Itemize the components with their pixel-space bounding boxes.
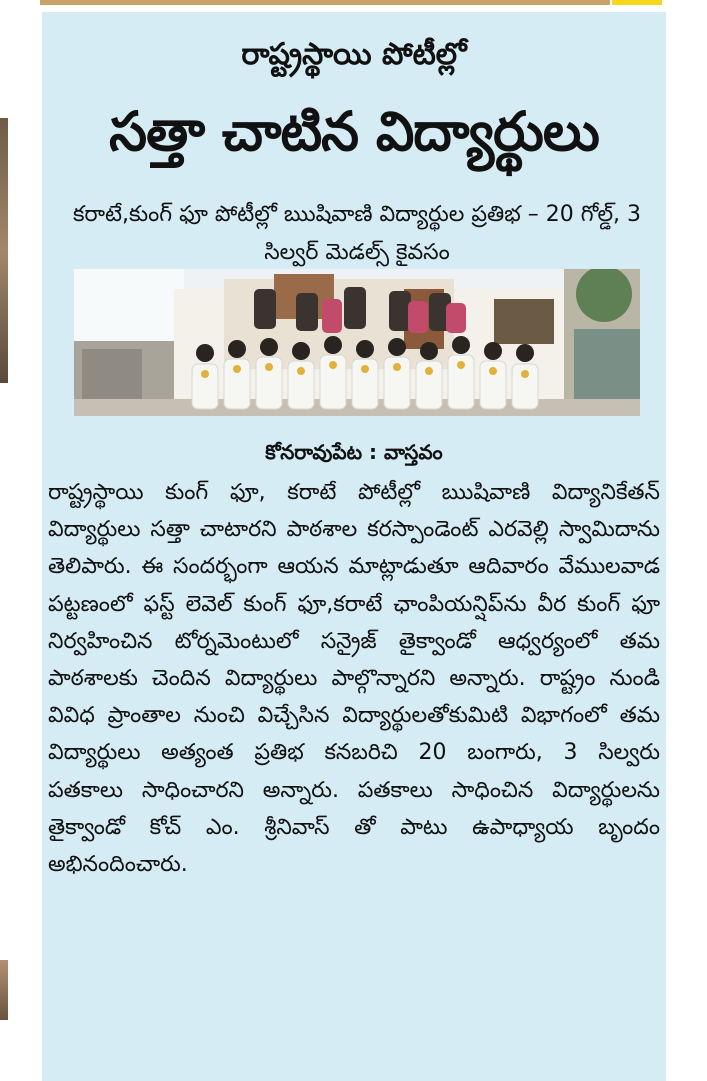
top-border-accent <box>612 0 662 5</box>
article-headline: సత్తా చాటిన విద్యార్థులు <box>109 100 599 163</box>
news-photo <box>74 269 640 416</box>
article-kicker: రాష్ట్రస్థాయి పోటీల్లో <box>241 37 467 72</box>
adjacent-clipping-edge <box>0 960 8 1020</box>
group-photo-students-with-medals <box>74 269 640 416</box>
adjacent-clipping-edge <box>0 118 8 383</box>
article-body: రాష్ట్రస్థాయి కుంగ్ ఫూ, కరాటే పోటీల్లో ఋషివాణి విద్యానికేతన్ విద్యార్థులు సత్తా చాటారని పాఠశాల కరస్పాండెంట్ ఎరవెల్లి స్వామిదాను తెలిపారు. ఈ సందర్భంగా ఆయన మాట్లాడుతూ ఆదివారం వేములవాడ పట్టణంలో ఫస్ట్ లెవెల్ కుంగ్ ఫూ,కరాటే ఛాంపియన్షిప్‌ను వీర కుంగ్ ఫూ నిర్వహించిన టోర్నమెంటులో సన్రైజ్ తైక్వాండో ఆధ్వర్యంలో తమ పాఠశాలకు చెందిన విద్యార్థులు పాల్గొన్నారని అన్నారు. రాష్ట్రం నుండి వివిధ ప్రాంతాల నుంచి విచ్చేసిన విద్యార్థులతోకుమిటి విభాగంలో తమ విద్యార్థులు అత్యంత ప్రతిభ కనబరిచి 20 బంగారు, 3 సిల్వరు పతకాలు సాధించారని అన్నారు. పతకాలు సాధించిన విద్యార్థులను తైక్వాండో కోచ్ ఎం. శ్రీనివాస్ తో పాటు ఉపాధ్యాయ బృందం అభినందించారు. <box>48 480 660 878</box>
top-border-rule <box>40 0 610 5</box>
article-subheadline: కరాటే,కుంగ్ ఫూ పోటీల్లో ఋషివాణి విద్యార్థుల ప్రతిభ – 20 గోల్డ్, 3 సిల్వర్ మెడల్స్ కైవసం <box>72 202 642 265</box>
news-article <box>42 12 666 1081</box>
article-dateline: కోనరావుపేట : వాస్తవం <box>265 440 443 464</box>
